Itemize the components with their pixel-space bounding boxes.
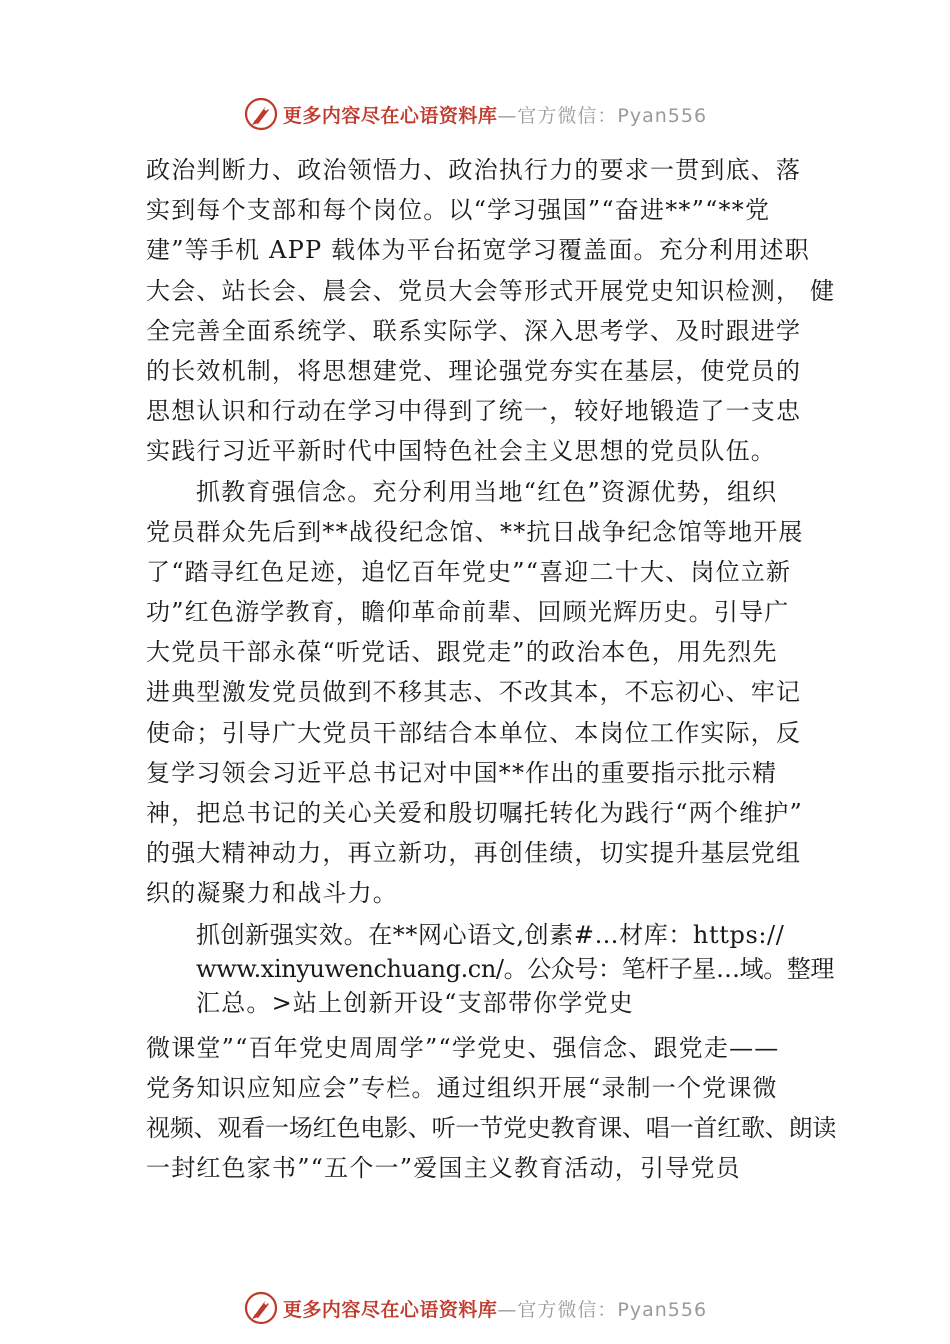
pen-nib-logo-icon [243, 1290, 279, 1326]
banner-wechat: —官方微信：Pyan556 [497, 1298, 708, 1321]
text-line: 一封红色家书”“五个一”爱国主义教育活动，引导党员 [146, 1154, 741, 1183]
text-line: 全完善全面系统学、联系实际学、深入思考学、及时跟进学 [146, 316, 802, 345]
source-url-line: www.xinyuwenchuang.cn/。公众号：笔杆子星…域。整理 [196, 954, 834, 983]
banner-wechat: —官方微信：Pyan556 [497, 104, 708, 127]
banner-title: 更多内容尽在心语资料库 [282, 104, 498, 127]
text-line: 了“踏寻红色足迹，追忆百年党史”“喜迎二十大、岗位立新 [146, 557, 792, 586]
text-line: 实践行习近平新时代中国特色社会主义思想的党员队伍。 [146, 437, 776, 466]
text-line: 党务知识应知应会”专栏。通过组织开展“录制一个党课微 [146, 1073, 778, 1102]
pen-nib-logo-icon [243, 96, 279, 132]
text-line: 大党员干部永葆“听党话、跟党走”的政治本色，用先烈先 [146, 638, 778, 667]
text-line: 视频、观看一场红色电影、听一节党史教育课、唱一首红歌、朗读 [146, 1113, 837, 1142]
text-line: 使命；引导广大党员干部结合本单位、本岗位工作实际，反 [146, 718, 802, 747]
document-body [146, 150, 836, 1188]
text-line: 复学习领会习近平总书记对中国**作出的重要指示批示精 [146, 758, 778, 787]
text-line: 织的凝聚力和战斗力。 [146, 879, 398, 908]
text-line: 汇总。>站上创新开设“支部带你学党史 [196, 988, 634, 1017]
paragraph-start: 抓创新强实效。在**网心语文,创素#…材库：https:// [196, 920, 785, 949]
text-line: 思想认识和行动在学习中得到了统一，较好地锻造了一支忠 [146, 397, 802, 426]
text-line: 大会、站长会、晨会、党员大会等形式开展党史知识检测， 健 [146, 276, 836, 305]
footer-banner [0, 1286, 950, 1330]
text-line: 党员群众先后到**战役纪念馆、**抗日战争纪念馆等地开展 [146, 517, 804, 546]
text-line: 功”红色游学教育，瞻仰革命前辈、回顾光辉历史。引导广 [146, 598, 790, 627]
text-line: 实到每个支部和每个岗位。以“学习强国”“奋进**”“**党 [146, 196, 771, 225]
banner-title: 更多内容尽在心语资料库 [282, 1298, 498, 1321]
paragraph-start: 抓教育强信念。充分利用当地“红色”资源优势，组织 [196, 477, 778, 506]
text-line: 政治判断力、政治领悟力、政治执行力的要求一贯到底、落 [146, 156, 802, 184]
header-banner [0, 92, 950, 136]
text-line: 建”等手机 APP 载体为平台拓宽学习覆盖面。充分利用述职 [146, 236, 810, 265]
text-line: 的长效机制，将思想建党、理论强党夯实在基层，使党员的 [146, 356, 802, 385]
text-line: 的强大精神动力，再立新功，再创佳绩，切实提升基层党组 [146, 839, 802, 868]
text-line: 进典型激发党员做到不移其志、不改其本，不忘初心、牢记 [146, 678, 802, 707]
text-line: 微课堂”“百年党史周周学”“学党史、强信念、跟党走—— [146, 1033, 780, 1062]
text-line: 神，把总书记的关心关爱和殷切嘱托转化为践行“两个维护” [146, 799, 803, 827]
